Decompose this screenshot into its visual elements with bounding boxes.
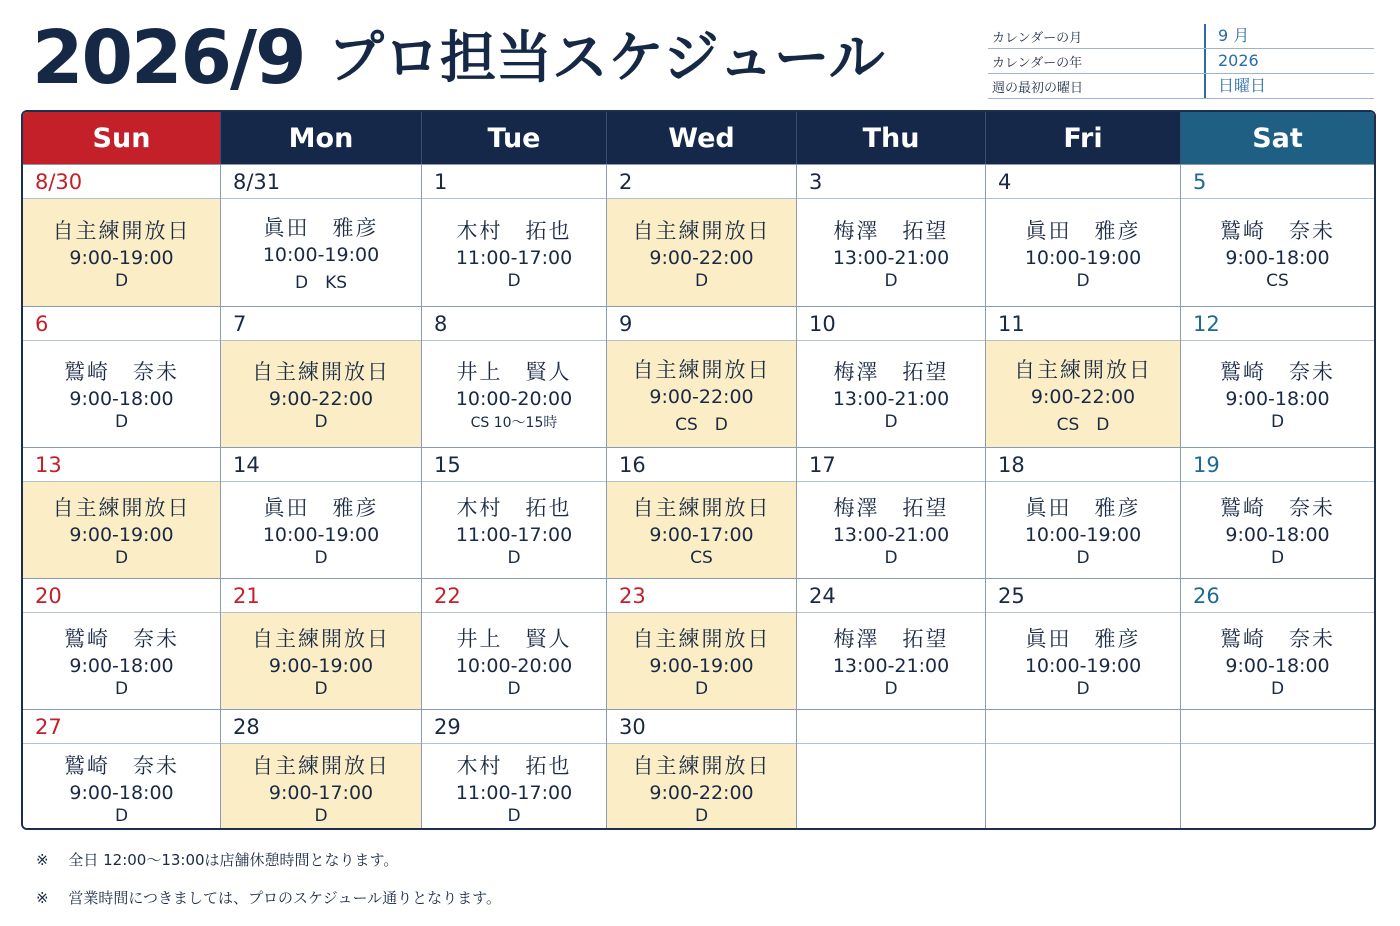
day-cell[interactable] [221,165,422,306]
weekday-header-mon: Mon [221,112,422,164]
day-number: 18 [986,448,1180,482]
day-cell[interactable] [797,307,986,447]
year-value-field[interactable]: 2026 [1204,49,1374,73]
day-cell[interactable] [986,579,1181,709]
day-number: 27 [23,710,220,744]
service-note: D [884,679,898,699]
time-range: 9:00-22:00 [649,246,754,269]
day-number: 4 [986,165,1180,199]
time-range: 10:00-19:00 [262,524,380,546]
day-number: 8 [422,307,606,341]
staff-name: 梅澤 拓望 [833,496,949,520]
service-note: D [507,548,521,568]
service-note: D [507,679,521,699]
service-note: D [884,412,898,432]
settings-label: カレンダーの月 [992,30,1083,46]
settings-row-month [988,24,1374,49]
open-practice-slot [986,341,1180,447]
weekday-header-wed: Wed [607,112,797,164]
day-cell[interactable] [607,307,797,447]
staff-slot [221,482,421,578]
staff-slot [797,613,985,709]
service-note: D [114,679,129,699]
day-number: 7 [221,307,421,341]
day-cell[interactable] [221,579,422,709]
service-note: D [507,270,521,291]
week-start-value-field[interactable]: 日曜日 [1204,74,1374,98]
day-cell[interactable] [221,710,422,830]
calendar-week-row [23,164,1374,306]
time-range: 9:00-18:00 [1225,655,1330,677]
day-number: 28 [221,710,421,744]
service-note: D KS [294,273,348,293]
day-cell[interactable] [1181,307,1374,447]
time-range: 9:00-22:00 [268,388,374,410]
day-cell[interactable] [986,448,1181,578]
time-range: 9:00-18:00 [1225,246,1330,269]
time-range: 11:00-17:00 [455,246,573,269]
service-note: D [114,548,129,568]
day-cell[interactable] [422,448,607,578]
day-number: 20 [23,579,220,613]
day-number: 13 [23,448,220,482]
day-number: 8/31 [221,165,421,199]
service-note: D [884,548,898,568]
day-cell [797,710,986,830]
day-cell[interactable] [221,307,422,447]
day-number: 17 [797,448,985,482]
day-cell[interactable] [1181,165,1374,306]
time-range: 9:00-18:00 [69,655,174,677]
staff-name: 木村 拓也 [456,753,572,778]
day-cell[interactable] [797,448,986,578]
service-note: D [884,270,898,291]
staff-name: 梅澤 拓望 [833,360,949,384]
open-practice-slot [23,482,220,578]
day-number [986,710,1180,744]
staff-name: 眞田 雅彦 [1025,218,1141,243]
service-note: CS [690,548,713,568]
staff-name: 木村 拓也 [456,496,572,520]
staff-slot [422,482,606,578]
day-number: 30 [607,710,796,744]
staff-name: 鷲崎 奈未 [1220,496,1335,520]
time-range: 11:00-17:00 [455,524,573,546]
staff-slot [1181,199,1374,306]
calendar-week-row [23,709,1374,830]
day-number: 1 [422,165,606,199]
day-cell[interactable] [797,165,986,306]
weekday-header-sat: Sat [1181,112,1374,164]
day-number: 14 [221,448,421,482]
staff-name: 自主練開放日 [632,218,771,243]
time-range: 13:00-21:00 [832,655,950,677]
staff-slot [1181,341,1374,447]
service-note: D [1076,548,1090,568]
settings-label: 週の最初の曜日 [992,80,1084,96]
staff-name: 自主練開放日 [632,496,771,520]
service-note: CS [1266,270,1289,291]
time-range: 9:00-18:00 [69,781,174,804]
day-cell[interactable] [23,165,221,306]
day-cell[interactable] [23,307,221,447]
footnote: ※ 営業時間につきましては、プロのスケジュール通りとなります。 [36,889,501,907]
weekday-header-row [23,112,1374,164]
staff-name: 眞田 雅彦 [1025,496,1141,520]
open-practice-slot [221,341,421,447]
day-cell[interactable] [422,165,607,306]
time-range: 9:00-17:00 [268,781,374,804]
service-note: D [507,805,521,826]
staff-name: 梅澤 拓望 [833,627,949,651]
time-range: 10:00-20:00 [455,655,573,677]
time-range: 10:00-19:00 [1024,246,1142,269]
staff-slot [986,613,1180,709]
open-practice-slot [23,199,220,306]
day-number: 19 [1181,448,1374,482]
day-number: 5 [1181,165,1374,199]
day-number: 11 [986,307,1180,341]
service-note: CS 10〜15時 [470,415,558,431]
staff-name: 眞田 雅彦 [263,496,379,520]
time-range: 10:00-19:00 [262,244,380,266]
service-note: D [694,805,709,826]
open-practice-slot [607,482,796,578]
day-cell[interactable] [422,710,607,830]
staff-slot [422,341,606,447]
staff-name: 木村 拓也 [456,218,572,243]
time-range: 9:00-18:00 [69,388,174,410]
service-note: D [1270,548,1285,568]
day-cell[interactable] [607,165,797,306]
calendar-week-row [23,306,1374,447]
time-range: 11:00-17:00 [455,781,573,804]
service-note: D [1076,679,1090,699]
open-practice-slot [607,341,796,447]
staff-slot [23,341,220,447]
staff-name: 井上 賢人 [456,627,572,651]
open-practice-slot [221,613,421,709]
settings-row-year [988,49,1374,74]
staff-slot [797,744,985,830]
time-range: 9:00-17:00 [649,524,754,546]
day-number: 8/30 [23,165,220,199]
staff-slot [1181,613,1374,709]
day-number: 29 [422,710,606,744]
time-range: 13:00-21:00 [832,246,950,269]
day-cell[interactable] [221,448,422,578]
day-number: 25 [986,579,1180,613]
time-range: 9:00-18:00 [1225,388,1330,410]
day-cell[interactable] [797,579,986,709]
staff-slot [422,613,606,709]
staff-slot [986,199,1180,306]
day-number: 26 [1181,579,1374,613]
day-cell[interactable] [986,165,1181,306]
staff-name: 自主練開放日 [52,218,191,243]
day-cell[interactable] [422,307,607,447]
service-note: CS D [675,414,728,435]
calendar-weeks [23,164,1374,830]
day-number: 9 [607,307,796,341]
service-note: D [694,270,709,291]
staff-slot [23,744,220,830]
staff-name: 自主練開放日 [632,753,771,778]
staff-name: 鷲崎 奈未 [1220,218,1335,243]
footnote: ※ 全日 12:00〜13:00は店舗休憩時間となります。 [36,851,399,869]
staff-name: 自主練開放日 [252,627,390,651]
calendar-week-row [23,447,1374,578]
service-note: D [314,412,328,432]
day-number: 10 [797,307,985,341]
day-number: 23 [607,579,796,613]
service-note: D [314,805,328,826]
time-range: 9:00-19:00 [69,246,174,269]
staff-name: 自主練開放日 [252,753,390,778]
time-range: 13:00-21:00 [832,524,950,546]
staff-name: 鷲崎 奈未 [1220,360,1335,384]
calendar-settings [988,24,1374,99]
day-cell[interactable] [986,307,1181,447]
staff-name: 自主練開放日 [252,360,390,384]
service-note: D [114,270,129,291]
day-cell[interactable] [607,579,797,709]
service-note: D [114,805,129,826]
staff-slot [1181,482,1374,578]
staff-name: 鷲崎 奈未 [64,753,179,778]
time-range: 10:00-19:00 [1024,655,1142,677]
service-note: D [314,679,328,699]
day-cell [986,710,1181,830]
staff-slot [422,199,606,306]
staff-name: 自主練開放日 [52,496,191,520]
day-number: 3 [797,165,985,199]
staff-slot [986,744,1180,830]
service-note: CS D [1056,414,1110,435]
time-range: 9:00-19:00 [649,655,754,677]
day-cell[interactable] [607,448,797,578]
day-number: 12 [1181,307,1374,341]
service-note: D [314,548,328,568]
staff-name: 鷲崎 奈未 [64,627,179,651]
settings-row-week-start [988,74,1374,99]
day-cell[interactable] [607,710,797,830]
staff-name: 鷲崎 奈未 [1220,627,1335,651]
open-practice-slot [607,613,796,709]
staff-name: 自主練開放日 [632,357,771,382]
day-number [797,710,985,744]
staff-slot [797,199,985,306]
service-note: D [1270,679,1285,699]
staff-slot [221,199,421,306]
time-range: 9:00-18:00 [1225,524,1330,546]
day-number: 21 [221,579,421,613]
footnotes [36,850,501,926]
staff-name: 井上 賢人 [456,360,572,384]
staff-slot [23,613,220,709]
day-number: 15 [422,448,606,482]
staff-name: 眞田 雅彦 [1025,627,1141,651]
staff-slot [797,341,985,447]
weekday-header-sun: Sun [23,112,221,164]
staff-name: 梅澤 拓望 [833,218,949,243]
day-number: 2 [607,165,796,199]
time-range: 10:00-19:00 [1024,524,1142,546]
staff-name: 自主練開放日 [1014,357,1152,382]
staff-slot [986,482,1180,578]
time-range: 10:00-20:00 [455,388,573,410]
page-title: プロ担当スケジュール [328,26,885,91]
day-cell[interactable] [23,710,221,830]
staff-slot [797,482,985,578]
service-note: D [1076,270,1090,291]
month-value-field[interactable]: 9 月 [1204,24,1374,48]
calendar-year-month: 2026/9 [32,15,305,101]
staff-slot [422,744,606,830]
day-cell[interactable] [23,579,221,709]
staff-name: 自主練開放日 [632,627,771,651]
day-number: 16 [607,448,796,482]
time-range: 13:00-21:00 [832,388,950,410]
day-cell[interactable] [422,579,607,709]
service-note: D [694,679,709,699]
day-cell[interactable] [23,448,221,578]
weekday-header-fri: Fri [986,112,1181,164]
schedule-calendar [21,110,1376,830]
calendar-week-row [23,578,1374,709]
day-number [1181,710,1374,744]
time-range: 9:00-22:00 [649,781,754,804]
staff-slot [1181,744,1374,830]
time-range: 9:00-22:00 [1030,385,1136,408]
day-cell [1181,710,1374,830]
service-note: D [114,412,129,432]
settings-label: カレンダーの年 [992,55,1083,71]
open-practice-slot [607,744,796,830]
staff-name: 鷲崎 奈未 [64,360,179,384]
service-note: D [1270,412,1285,432]
time-range: 9:00-19:00 [268,655,374,677]
day-number: 6 [23,307,220,341]
time-range: 9:00-22:00 [649,385,754,408]
weekday-header-tue: Tue [422,112,607,164]
day-number: 22 [422,579,606,613]
open-practice-slot [221,744,421,830]
day-cell[interactable] [1181,579,1374,709]
staff-name: 眞田 雅彦 [263,216,379,240]
weekday-header-thu: Thu [797,112,986,164]
day-number: 24 [797,579,985,613]
time-range: 9:00-19:00 [69,524,174,546]
open-practice-slot [607,199,796,306]
day-cell[interactable] [1181,448,1374,578]
